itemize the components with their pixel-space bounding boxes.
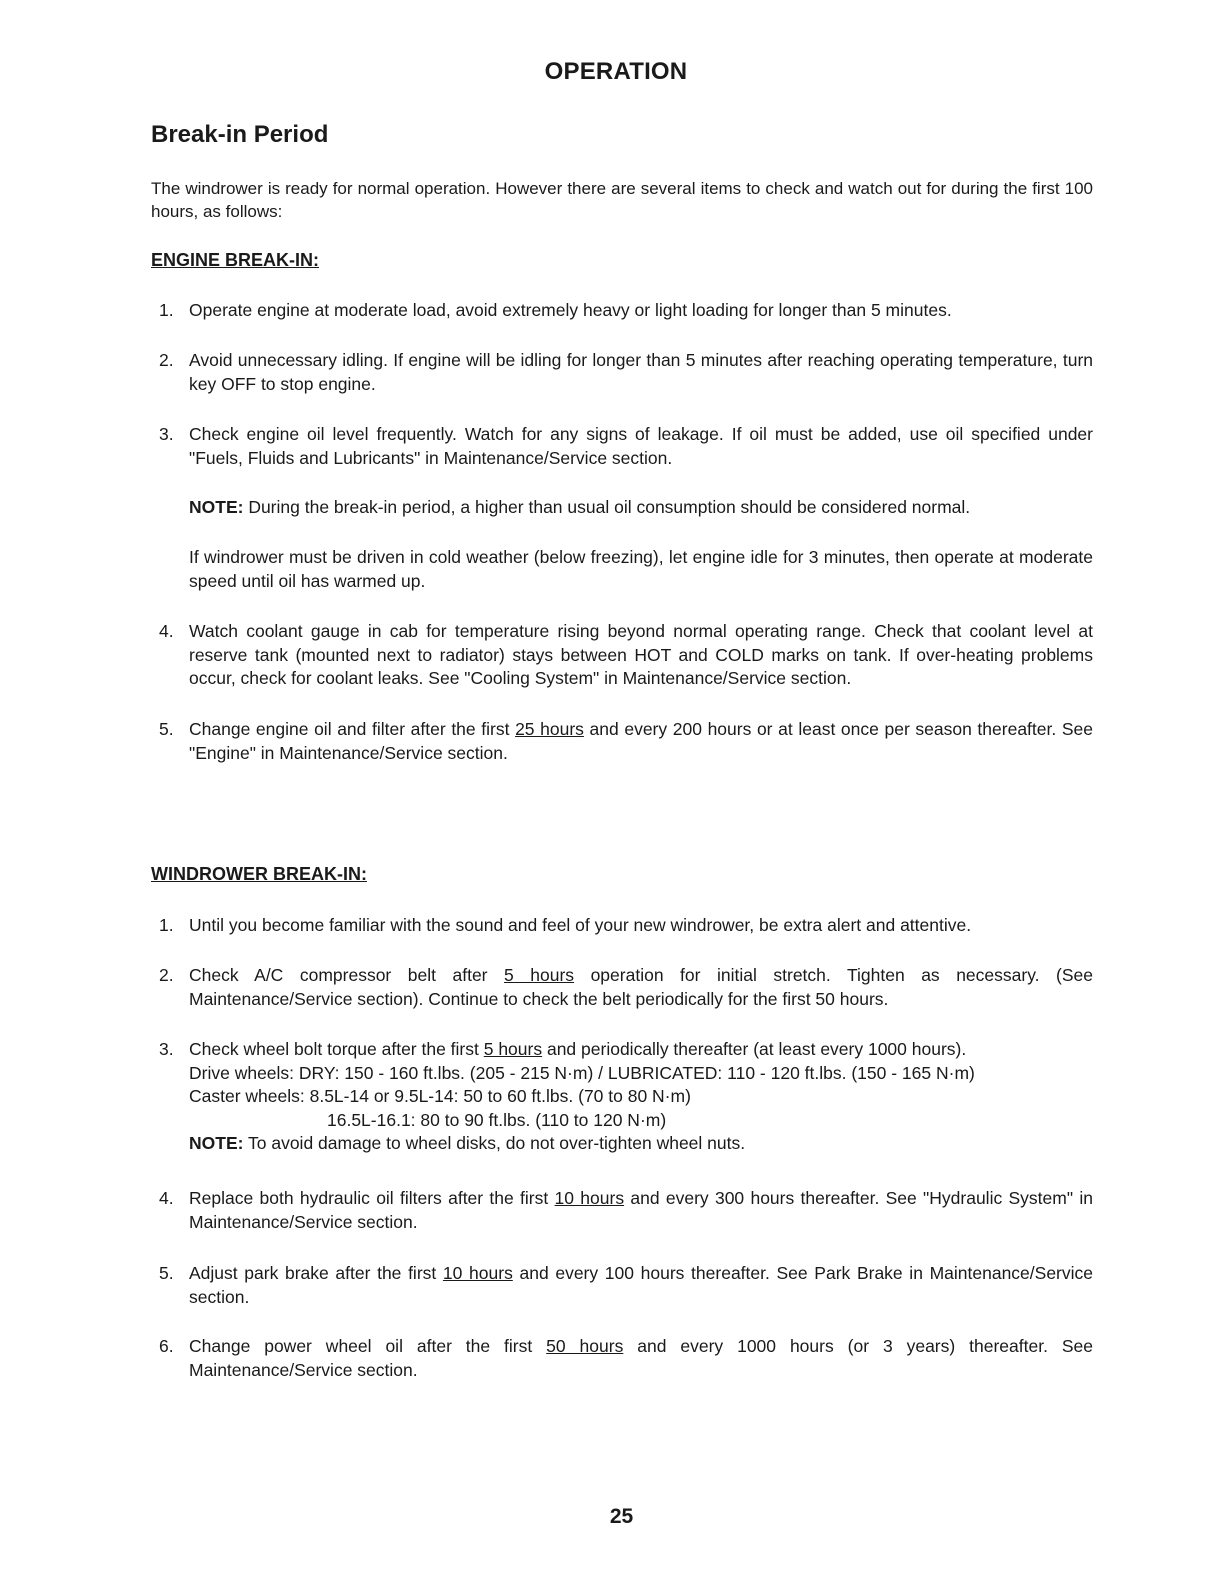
windrower-item-1 xyxy=(151,914,1093,938)
highlight-hours: 5 hours xyxy=(483,1039,543,1059)
item-number: 5. xyxy=(159,1263,174,1283)
item-number: 5. xyxy=(159,719,174,739)
item-text: Avoid unnecessary idling. If engine will be idling for longer than 5 minutes after reaching operating temperature, turn key OFF to stop engine. xyxy=(189,350,1093,394)
text-segment: and every 300 hours thereafter. See "Hydraulic System" in Maintenance/Service section. xyxy=(189,1188,1093,1232)
highlight-hours: 5 hours xyxy=(504,965,575,985)
item-text: Operate engine at moderate load, avoid extremely heavy or light loading for longer than 5 minutes. xyxy=(189,300,952,320)
item-number: 1. xyxy=(159,915,174,935)
engine-item-4 xyxy=(151,620,1093,691)
engine-break-in-heading: ENGINE BREAK-IN: xyxy=(151,250,320,270)
section-heading: Break-in Period xyxy=(151,121,329,148)
engine-item-1 xyxy=(151,299,1093,323)
item-number: 4. xyxy=(159,1188,174,1208)
item-number: 2. xyxy=(159,350,174,370)
note-label: NOTE: xyxy=(189,1133,244,1153)
page-title: OPERATION xyxy=(544,58,688,85)
text-segment: and every 200 hours or at least once per season thereafter. See "Engine" in Maintenance/Service section. xyxy=(189,719,1093,763)
windrower-break-in-heading: WINDROWER BREAK-IN: xyxy=(151,864,367,884)
item-text: Check engine oil level frequently. Watch for any signs of leakage. If oil must be added, use oil specified under "Fuels, Fluids and Lubricants" in Maintenance/Service section. xyxy=(189,424,1093,468)
item-text xyxy=(189,718,1093,765)
windrower-item-6 xyxy=(151,1335,1093,1382)
engine-item-2 xyxy=(151,349,1093,396)
note-text: To avoid damage to wheel disks, do not over-tighten wheel nuts. xyxy=(243,1133,746,1153)
cold-weather-paragraph: If windrower must be driven in cold weather (below freezing), let engine idle for 3 minutes, then operate at moderate speed until oil has warmed up. xyxy=(189,547,1093,591)
text-segment: Change engine oil and filter after the first xyxy=(189,719,516,739)
text-segment: Check wheel bolt torque after the first xyxy=(189,1039,484,1059)
text-segment: and every 100 hours thereafter. See Park Brake in Maintenance/Service section. xyxy=(189,1263,1094,1307)
caster-wheels-line-2: 16.5L-16.1: 80 to 90 ft.lbs. (110 to 120 N·m) xyxy=(327,1109,667,1130)
intro-paragraph: The windrower is ready for normal operation. However there are several items to check and watch out for during the first 100 hours, as follows: xyxy=(151,179,1093,221)
text-segment: and every 1000 hours (or 3 years) thereafter. See Maintenance/Service section. xyxy=(189,1336,1093,1380)
item-text xyxy=(189,964,1093,1011)
drive-wheels-line: Drive wheels: DRY: 150 - 160 ft.lbs. (205 - 215 N·m) / LUBRICATED: 110 - 120 ft.lbs. (150 - 165 N·m) xyxy=(189,1062,975,1083)
item-text xyxy=(189,1187,1093,1234)
text-segment: Adjust park brake after the first xyxy=(189,1263,443,1283)
item-text: Watch coolant gauge in cab for temperature rising beyond normal operating range. Check that coolant level at reserve tank (mounted next to radiator) stays between HOT and COLD marks on tank. If over-heating problems occur, check for coolant leaks. See "Cooling System" in Maintenance/Service section. xyxy=(189,621,1093,688)
item-number: 3. xyxy=(159,1039,174,1059)
item-number: 2. xyxy=(159,965,174,985)
highlight-hours: 50 hours xyxy=(546,1336,624,1356)
windrower-item-2 xyxy=(151,964,1093,1011)
item-text xyxy=(189,1335,1093,1382)
note-label: NOTE: xyxy=(189,497,244,517)
highlight-hours: 10 hours xyxy=(554,1188,625,1208)
note-text: During the break-in period, a higher than usual oil consumption should be considered normal. xyxy=(243,497,971,517)
text-segment: and periodically thereafter (at least every 1000 hours). xyxy=(542,1039,967,1059)
item-number: 3. xyxy=(159,424,174,444)
wheel-note-line xyxy=(189,1132,1093,1156)
engine-note xyxy=(189,496,1093,520)
text-segment: operation for initial stretch. Tighten as necessary. (See Maintenance/Service section). Continue to check the belt periodically for the first 50 hours. xyxy=(189,965,1093,1009)
item-number: 6. xyxy=(159,1336,174,1356)
engine-item-5 xyxy=(151,718,1093,765)
windrower-item-3 xyxy=(151,1038,1093,1156)
text-segment: Change power wheel oil after the first xyxy=(189,1336,547,1356)
highlight-hours: 25 hours xyxy=(515,719,584,739)
item-text: Until you become familiar with the sound and feel of your new windrower, be extra alert and attentive. xyxy=(189,915,972,935)
caster-wheels-line: Caster wheels: 8.5L-14 or 9.5L-14: 50 to 60 ft.lbs. (70 to 80 N·m) xyxy=(189,1086,691,1106)
highlight-hours: 10 hours xyxy=(442,1263,513,1283)
text-segment: Check A/C compressor belt after xyxy=(189,965,505,985)
item-text xyxy=(189,1038,1093,1156)
item-number: 1. xyxy=(159,300,174,320)
item-number: 4. xyxy=(159,621,174,641)
engine-item-3 xyxy=(151,423,1093,470)
page-number: 25 xyxy=(609,1505,634,1528)
torque-intro-line xyxy=(189,1038,1093,1062)
item-text xyxy=(189,1262,1093,1309)
text-segment: Replace both hydraulic oil filters after the first xyxy=(189,1188,555,1208)
windrower-item-4 xyxy=(151,1187,1093,1234)
windrower-item-5 xyxy=(151,1262,1093,1309)
